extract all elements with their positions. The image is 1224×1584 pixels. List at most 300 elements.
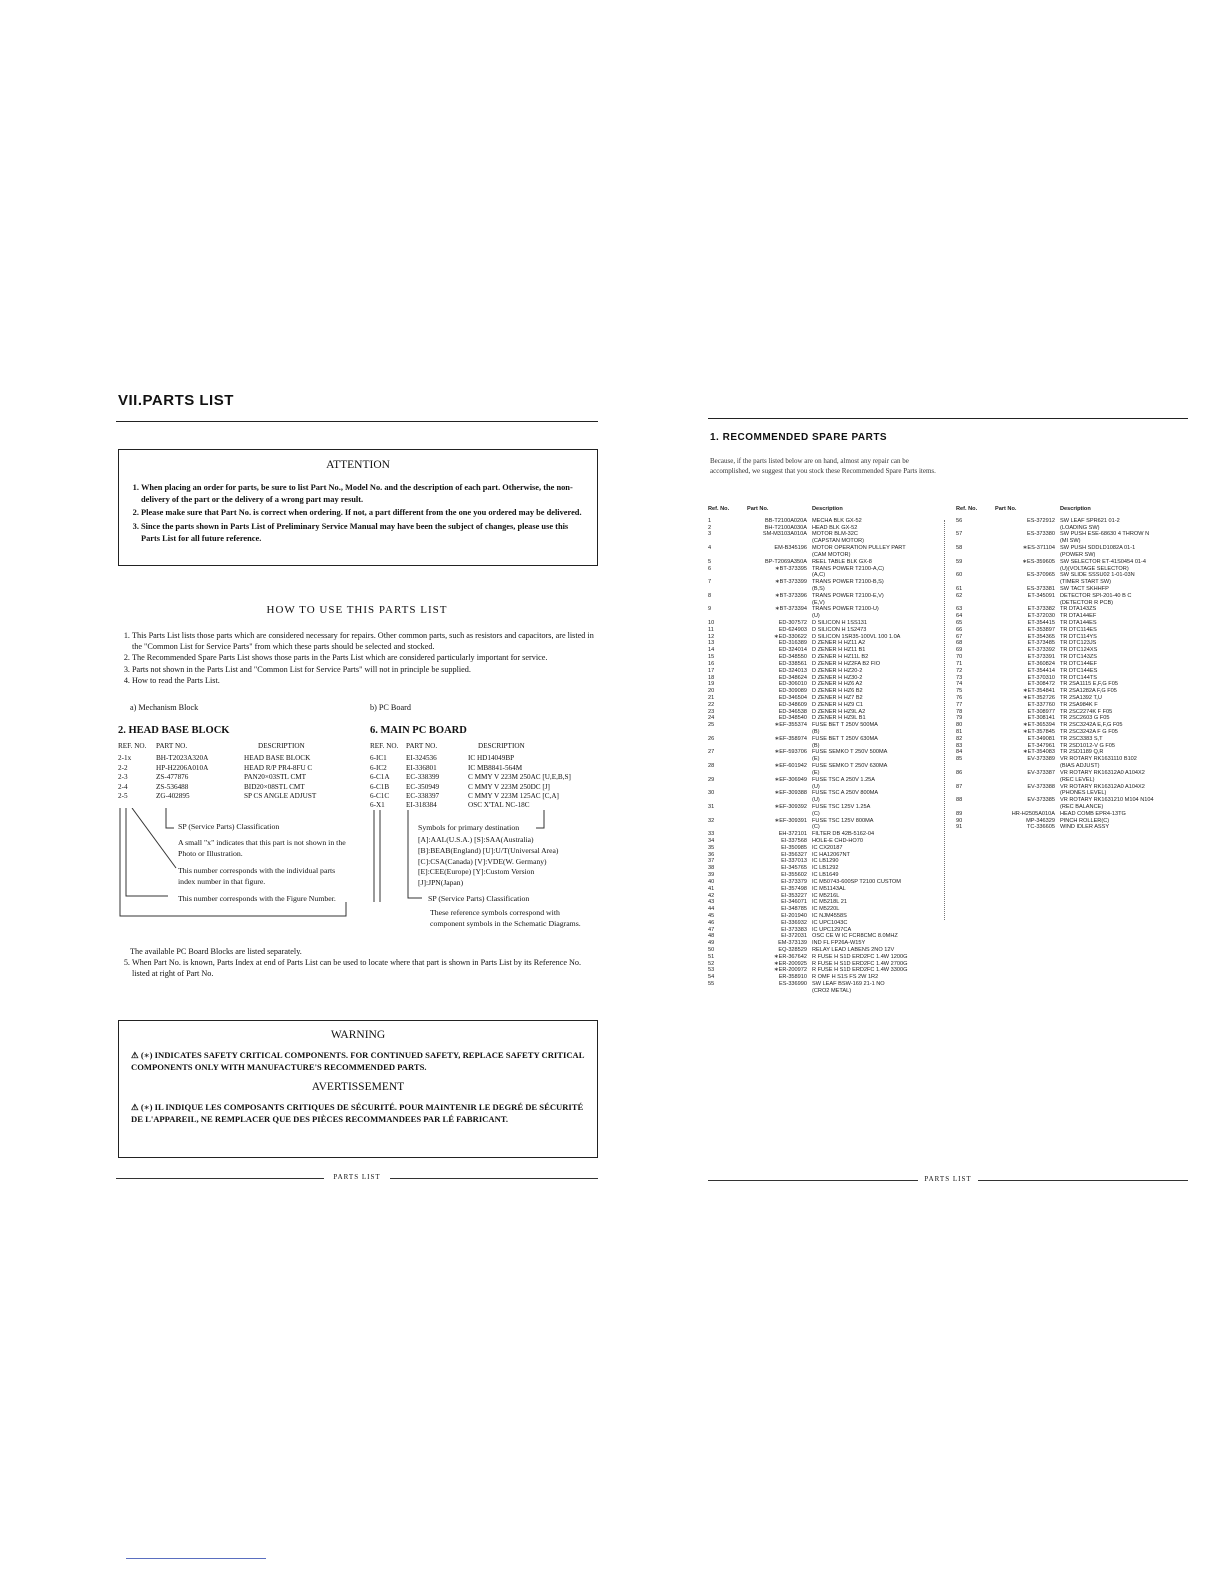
part-cell: ET-354415	[1027, 620, 1055, 626]
ref-cell	[708, 797, 741, 804]
table-row	[956, 606, 1157, 613]
desc-cell: TRANS POWER T2100-B,S)	[812, 579, 884, 586]
part-cell: ED-338561	[778, 660, 807, 667]
ref-cell: 55	[708, 981, 715, 988]
ref-cell: 46	[708, 919, 715, 926]
table-row	[708, 920, 910, 927]
table-row	[708, 545, 910, 552]
table-row	[956, 749, 1157, 756]
part-cell: ED-346504	[778, 694, 807, 701]
table-row	[956, 559, 1157, 566]
ref-cell: 50	[708, 947, 715, 953]
table-row	[956, 640, 1157, 647]
ref-cell: 59	[956, 558, 963, 565]
part-cell: EI-318384	[406, 801, 437, 810]
desc-cell: SW SLIDE SSSU02 1-01-03N	[1060, 572, 1135, 579]
table-row	[708, 913, 910, 920]
ref-cell: 27	[708, 749, 715, 756]
table-row	[708, 967, 910, 974]
table-row	[708, 579, 910, 586]
table-row	[956, 613, 1157, 620]
ref-cell: 87	[956, 783, 963, 790]
desc-cell: (POWER SW)	[1060, 551, 1096, 558]
desc-cell: TR DTA144ES	[1060, 620, 1097, 626]
part-cell: ET-354365	[1027, 633, 1055, 640]
ref-cell: 11	[708, 626, 714, 633]
ref-cell: 18	[708, 674, 715, 681]
part-cell: EM-B345196	[774, 545, 807, 552]
footer-rule-right	[390, 1178, 598, 1179]
desc-cell: VR ROTARY RK1631110 B102	[1060, 756, 1137, 763]
desc-cell: VR ROTARY RK16312A0 A104X2	[1060, 783, 1145, 790]
ref-cell: 44	[708, 906, 715, 913]
table-row	[708, 770, 910, 777]
ref-cell: 12	[708, 633, 715, 640]
table-row	[708, 804, 910, 811]
part-cell	[741, 552, 812, 559]
part-cell: ED-624903	[778, 626, 807, 633]
table-row	[956, 702, 1157, 709]
desc-cell: TR DTC144ES	[1060, 667, 1098, 674]
attention-title: ATTENTION	[326, 459, 390, 471]
desc-cell: (C)	[812, 824, 820, 831]
ref-cell: 68	[956, 640, 963, 647]
ref-cell: 40	[708, 878, 715, 885]
ref-cell: 31	[708, 803, 715, 810]
part-cell: ED-324013	[778, 667, 807, 674]
desc-cell: D SILICON H 1S2473	[812, 626, 867, 633]
table-row	[956, 790, 1157, 797]
part-cell: ES-372912	[1027, 517, 1055, 524]
part-cell: EI-373379	[781, 878, 807, 885]
table-row	[708, 606, 910, 613]
table-row	[956, 784, 1157, 791]
ref-cell: 2-5	[118, 792, 128, 801]
ref-cell: 71	[956, 660, 963, 667]
desc-cell: IC MB8841-564M	[468, 763, 523, 772]
table-row	[956, 634, 1157, 641]
ref-cell	[708, 729, 741, 736]
col-ref: Ref. No.	[708, 506, 730, 512]
desc-cell: PAN20×03STL CMT	[244, 773, 307, 782]
desc-cell: TR DTC114ES	[1060, 626, 1097, 633]
desc-cell: TR DTA144EF	[1060, 613, 1097, 620]
part-cell: ZG-402895	[156, 792, 190, 801]
part-cell: ED-307572	[778, 620, 807, 626]
desc-cell: FUSE BET T 250V 500MA	[812, 722, 878, 729]
desc-cell: C MMY V 223M 250AC [U,E,B,S]	[468, 773, 571, 782]
ref-cell: 69	[956, 647, 963, 654]
part-cell: EI-337568	[781, 838, 807, 844]
table-row	[708, 654, 910, 661]
part-cell: ∗ET-354841	[1022, 688, 1055, 695]
desc-cell: R FUSE H S1D ERD2FC 1.4W 2700G	[812, 960, 908, 967]
part-cell: ET-349081	[1027, 735, 1055, 742]
recommended-spare-parts-intro: Because, if the parts listed below are on hand, almost any repair can be accomplished, we suggest that you stock these Recommended Spare Parts items.	[710, 457, 936, 475]
table-row	[708, 613, 910, 620]
part-cell: ET-370310	[1027, 674, 1055, 681]
ref-cell: 6-C1B	[370, 782, 390, 791]
desc-cell: TR DTC123JS	[1060, 640, 1097, 647]
desc-cell: (U)	[812, 613, 820, 620]
ref-cell: 74	[956, 681, 963, 688]
part-cell	[741, 586, 812, 593]
ref-cell: 8	[708, 592, 712, 599]
table-row	[956, 531, 1157, 538]
ref-cell: 28	[708, 763, 715, 770]
desc-cell: RELAY LEAD LABENS 2NO 12V	[812, 947, 895, 953]
ref-cell: 78	[956, 708, 963, 715]
part-cell: TC-336605	[1027, 824, 1055, 831]
desc-cell: D ZENER H HZ2FA B2 FIO	[812, 660, 881, 667]
part-cell: ∗ED-330622	[774, 633, 807, 640]
part-cell: ET-308141	[1027, 715, 1055, 722]
desc-cell: (B)	[812, 729, 820, 735]
ref-cell	[956, 579, 989, 586]
table-row	[708, 715, 910, 722]
part-cell: ES-370965	[1027, 572, 1055, 579]
part-cell: ∗EF-593706	[774, 749, 807, 756]
destination-list	[418, 835, 558, 889]
ref-cell: 37	[708, 858, 715, 865]
desc-cell: SP CS ANGLE ADJUST	[244, 792, 317, 801]
destination-title: Symbols for primary destination	[418, 823, 520, 832]
table-row	[956, 770, 1157, 777]
desc-cell: IC LB1292	[812, 865, 839, 872]
desc-cell: SW LEAF SPR621 01-2	[1060, 517, 1120, 524]
ref-cell: 42	[708, 892, 715, 899]
title-rule	[116, 421, 598, 422]
table-row	[708, 797, 910, 804]
table-row	[708, 858, 910, 865]
table-row	[956, 777, 1157, 784]
table-row	[708, 974, 910, 981]
ref-cell: 91	[956, 824, 963, 831]
part-cell: BP-T2069A350A	[765, 558, 807, 565]
part-cell: EM-373139	[778, 940, 807, 947]
part-cell	[741, 572, 812, 579]
desc-cell: SW PUSH ESE-68630 4 THROW N	[1060, 531, 1150, 538]
part-cell: HP-H2206A010A	[156, 763, 209, 772]
table-row	[708, 668, 910, 675]
ref-cell: 2-3	[118, 773, 128, 782]
part-cell: EI-201940	[781, 912, 807, 919]
ref-cell: 89	[956, 810, 963, 817]
main-pc-title: 6. MAIN PC BOARD	[370, 725, 467, 736]
part-cell: ET-354414	[1027, 667, 1055, 674]
ref-cell: 53	[708, 967, 715, 974]
ref-cell: 62	[956, 592, 963, 599]
part-cell: EV-373389	[1027, 756, 1055, 763]
ref-cell	[956, 777, 989, 784]
ref-cell	[956, 566, 989, 573]
table-row	[708, 777, 910, 784]
table-row	[708, 743, 910, 750]
part-cell: ∗EF-309388	[774, 790, 807, 797]
desc-cell: D ZENER H HZ7 B2	[812, 694, 863, 701]
desc-cell: SW TACT SKHHFP	[1060, 585, 1109, 592]
table-row	[708, 736, 910, 743]
ref-cell: 15	[708, 654, 715, 661]
desc-cell: TR DTC124XS	[1060, 647, 1098, 654]
part-cell: ∗ET-357845	[1022, 729, 1055, 735]
part-cell	[989, 600, 1060, 607]
ref-cell: 57	[956, 531, 963, 538]
part-cell: EI-356327	[781, 851, 807, 858]
part-cell: EC-338397	[406, 792, 440, 801]
table-row	[708, 531, 910, 538]
ref-cell: 56	[956, 517, 963, 524]
part-cell: ET-372030	[1027, 613, 1055, 620]
table-row	[956, 715, 1157, 722]
column-divider	[944, 520, 945, 920]
table-row	[956, 518, 1157, 525]
part-cell: ZS-477876	[156, 773, 189, 782]
ref-cell	[708, 824, 741, 831]
table-row	[708, 600, 910, 607]
desc-cell: TRANS POWER T2100-A,C)	[812, 565, 885, 572]
right-footer-rule-left	[708, 1180, 918, 1181]
destination-line: [A]:AAL(U.S.A.) [S]:SAA(Australia)	[418, 835, 534, 844]
attention-box	[118, 449, 598, 566]
desc-cell: D ZENER H HZ30-2	[812, 674, 863, 681]
table-row	[708, 831, 910, 838]
part-cell	[741, 784, 812, 791]
part-cell	[989, 525, 1060, 532]
table-row	[956, 525, 1157, 532]
col-part: PART NO.	[156, 742, 188, 750]
part-cell: ET-360824	[1027, 660, 1055, 667]
part-cell	[741, 770, 812, 777]
attention-item: 3. Since the parts shown in Parts List of Preliminary Service Manual may have been the subject of changes, please use this Parts List for all future reference.	[141, 521, 587, 545]
part-cell: EV-373388	[1027, 783, 1055, 790]
ref-cell: 51	[708, 953, 715, 960]
part-cell	[989, 763, 1060, 770]
table-row	[708, 893, 910, 900]
desc-cell: WIND IDLER ASSY	[1060, 824, 1110, 831]
table-row	[708, 906, 910, 913]
part-cell	[989, 777, 1060, 784]
table-row	[956, 620, 1157, 627]
part-cell	[741, 756, 812, 763]
desc-cell: TR DTA143ZS	[1060, 606, 1097, 613]
table-row	[708, 749, 910, 756]
ref-cell: 60	[956, 572, 963, 579]
ref-cell: 6-C1C	[370, 792, 390, 801]
table-row	[118, 764, 320, 773]
table-row	[708, 702, 910, 709]
figure-number-note: This number corresponds with the Figure Number.	[178, 894, 336, 903]
ref-cell: 66	[956, 626, 963, 633]
part-cell: ∗ET-352726	[1022, 694, 1055, 701]
ref-cell: 26	[708, 735, 715, 742]
table-row	[956, 729, 1157, 736]
ref-cell: 64	[956, 613, 963, 620]
part-cell: ED-348540	[778, 715, 807, 722]
table-row	[708, 865, 910, 872]
ref-cell	[956, 804, 989, 811]
desc-cell: R FUSE H S1D ERD2FC 1.4W 1200G	[812, 953, 908, 960]
desc-cell: IC M51143AL	[812, 885, 846, 892]
ref-cell: 72	[956, 667, 963, 674]
main-pc-table	[370, 742, 575, 811]
ref-cell: 84	[956, 749, 963, 756]
desc-cell: IC NJM4558S	[812, 912, 847, 919]
table-row	[708, 695, 910, 702]
part-cell: ET-337760	[1027, 701, 1055, 708]
table-row	[708, 879, 910, 886]
ref-cell: 10	[708, 620, 715, 626]
part-cell: EI-372031	[781, 933, 807, 940]
ref-cell: 2-4	[118, 782, 128, 791]
desc-cell: FUSE SEMKO T 250V 500MA	[812, 749, 888, 756]
part-cell: ∗EF-601942	[774, 763, 807, 770]
ref-cell: 58	[956, 545, 963, 552]
ref-cell: 16	[708, 660, 715, 667]
ref-cell: 14	[708, 647, 715, 654]
part-cell: ES-373381	[1027, 585, 1055, 592]
col-desc: Description	[1060, 506, 1091, 512]
desc-cell: SW PUSH SDDLD1082A 01-1	[1060, 545, 1136, 552]
destination-line: [E]:CEE(Europe) [Y]:Custom Version	[418, 867, 535, 877]
ref-cell	[708, 756, 741, 763]
desc-cell: (REC BALANCE)	[1060, 803, 1104, 810]
ref-cell: 33	[708, 831, 715, 838]
desc-cell: TR DTC114YS	[1060, 633, 1097, 640]
part-cell	[989, 538, 1060, 545]
howto-item: 3. Parts not shown in the Parts List and "Common List for Service Parts" will not in principle be supplied.	[132, 664, 596, 675]
howto-item5-wrap	[118, 957, 596, 979]
table-row	[708, 886, 910, 893]
table-row	[708, 729, 910, 736]
part-cell: HR-H2505A010A	[1011, 810, 1055, 817]
desc-cell: D ZENER H HZ11L B2	[812, 654, 869, 661]
table-row	[118, 792, 320, 801]
table-row	[708, 947, 910, 954]
table-row	[708, 647, 910, 654]
table-row	[708, 688, 910, 695]
part-cell	[741, 600, 812, 607]
table-header-row	[956, 506, 1157, 518]
spare-parts-table-left	[708, 506, 910, 995]
part-cell: ER-358910	[778, 974, 807, 981]
attention-item: 2. Please make sure that Part No. is correct when ordering. If not, a part different from the one you ordered may be delivered.	[141, 507, 587, 519]
ref-cell: 21	[708, 694, 715, 701]
table-row	[956, 566, 1157, 573]
right-footer-label: PARTS LIST	[924, 1175, 972, 1183]
desc-cell: TR 2SA1115 E,F,G F05	[1060, 681, 1118, 688]
desc-cell: (CAM MOTOR)	[812, 551, 851, 558]
ref-cell	[708, 811, 741, 818]
ref-cell: 19	[708, 681, 715, 688]
ref-cell: 13	[708, 640, 715, 647]
ref-cell: 1	[708, 517, 712, 524]
col-ref: Ref. No.	[956, 506, 978, 512]
table-row	[708, 722, 910, 729]
desc-cell: TR 2SC3383 S,T	[1060, 735, 1103, 742]
part-cell: EI-350985	[781, 844, 807, 851]
table-row	[956, 756, 1157, 763]
part-cell: ET-345091	[1027, 592, 1055, 599]
col-part: Part No.	[747, 506, 769, 512]
table-row	[956, 579, 1157, 586]
desc-cell: D SILICON 1SR35-100VL 100 1.0A	[812, 633, 901, 640]
warning-title: WARNING	[330, 1029, 386, 1041]
part-cell: EH-372101	[778, 831, 807, 838]
part-cell: ∗BT-373394	[774, 606, 807, 613]
table-row	[708, 566, 910, 573]
ref-cell: 90	[956, 817, 963, 824]
part-cell	[741, 811, 812, 818]
recommended-spare-parts-title: 1. RECOMMENDED SPARE PARTS	[710, 432, 888, 443]
desc-cell: D ZENER H HZ9L A2	[812, 708, 866, 715]
desc-cell: TRANS POWER T2100-E,V)	[812, 592, 884, 599]
table-row	[370, 773, 575, 782]
table-row	[708, 572, 910, 579]
desc-cell: (TIMER START SW)	[1060, 579, 1111, 586]
howto-item: 4. How to read the Parts List.	[132, 675, 596, 686]
desc-cell: MOTOR OPERATION PULLEY PART	[812, 545, 906, 552]
col-desc: DESCRIPTION	[258, 742, 305, 750]
ref-cell	[956, 790, 989, 797]
ref-cell: 43	[708, 899, 715, 906]
desc-cell: (CRO2 METAL)	[812, 987, 852, 994]
table-row	[370, 754, 575, 763]
desc-cell: IC LB1649	[812, 872, 839, 879]
part-cell	[741, 538, 812, 545]
desc-cell: IC UPC1043C	[812, 919, 848, 926]
howto-item: 1. This Parts List lists those parts which are considered necessary for repairs. Other common parts, such as resistors and capacitors, are listed in the "Common List for Service Parts" from which these parts should be selected and stocked.	[132, 630, 596, 652]
part-cell: BH-T2100A030A	[764, 524, 807, 531]
part-cell	[989, 566, 1060, 573]
table-row	[708, 927, 910, 934]
desc-cell: IC M50743-600SP T2100 CUSTOM	[812, 878, 901, 885]
desc-cell: D ZENER H HZ9L B1	[812, 715, 866, 722]
desc-cell: IND FL FP26A-W15Y	[812, 940, 866, 947]
ref-cell	[956, 763, 989, 770]
desc-cell: D ZENER H HZ6 B2	[812, 688, 863, 695]
desc-cell: (REC LEVEL)	[1060, 776, 1095, 783]
ref-cell: 52	[708, 960, 715, 967]
part-cell: ES-373380	[1027, 531, 1055, 538]
ref-cell: 88	[956, 797, 963, 804]
ref-cell: 35	[708, 844, 715, 851]
desc-cell: (E)	[812, 769, 820, 776]
part-cell: ET-373392	[1027, 647, 1055, 654]
table-row	[956, 545, 1157, 552]
part-cell: ∗ET-354083	[1022, 749, 1055, 756]
desc-cell: FUSE TSC 125V 1.25A	[812, 803, 871, 810]
table-row	[708, 634, 910, 641]
ref-cell: 2	[708, 524, 712, 531]
part-cell: ∗EF-309391	[774, 817, 807, 824]
ref-cell: 77	[956, 701, 963, 708]
table-row	[956, 722, 1157, 729]
ref-cell: 41	[708, 885, 715, 892]
ref-cell: 39	[708, 872, 715, 879]
table-row	[708, 818, 910, 825]
part-cell	[741, 824, 812, 831]
part-cell: BH-T2023A320A	[156, 754, 209, 763]
ref-cell	[708, 572, 741, 579]
table-row	[708, 852, 910, 859]
ref-cell: 38	[708, 865, 715, 872]
part-cell: ∗ES-371104	[1022, 545, 1055, 552]
ref-cell	[708, 600, 741, 607]
table-row	[708, 763, 910, 770]
head-base-title: 2. HEAD BASE BLOCK	[118, 725, 230, 736]
ref-cell: 75	[956, 688, 963, 695]
